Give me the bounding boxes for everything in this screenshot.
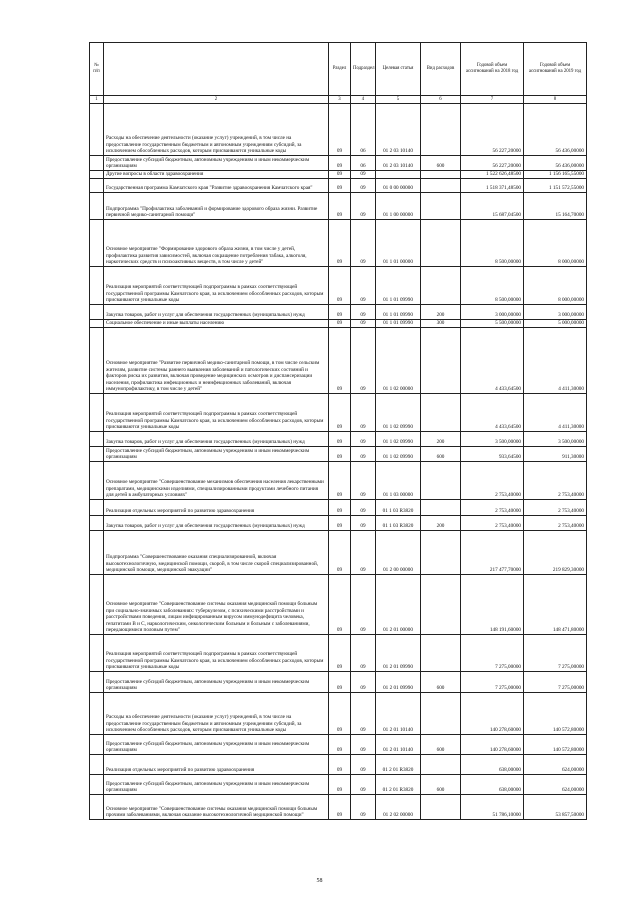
row-target-article-cell: 01 2 03 10140 [376, 156, 421, 171]
row-number-cell [90, 305, 104, 320]
row-name-cell: Предоставление субсидий бюджетным, автономным учреждениям и иным некоммерческим организациям [104, 156, 329, 171]
row-expense-type-cell [421, 462, 461, 500]
row-expense-type-cell [421, 635, 461, 672]
row-volume-2018-cell: 5 500,00000 [461, 320, 524, 328]
row-volume-2019-cell: 2 753,40000 [524, 516, 587, 531]
column-number: 8 [524, 96, 587, 104]
row-volume-2019-cell: 8 000,00000 [524, 267, 587, 305]
row-volume-2018-cell: 933,64500 [461, 447, 524, 462]
row-volume-2019-cell: 140 572,80000 [524, 735, 587, 755]
row-volume-2019-cell: 219 829,30000 [524, 531, 587, 575]
row-razdel-cell: 09 [329, 795, 351, 820]
table-row [90, 156, 587, 171]
row-podrazdel-cell: 09 [351, 394, 376, 432]
row-target-article-cell: 01 1 01 09990 [376, 305, 421, 320]
row-expense-type-cell [421, 795, 461, 820]
row-target-article-cell: 01 1 01 00000 [376, 220, 421, 267]
row-razdel-cell: 09 [329, 267, 351, 305]
row-razdel-cell: 09 [329, 193, 351, 220]
row-podrazdel-cell: 09 [351, 531, 376, 575]
row-name-cell: Предоставление субсидий бюджетным, автономным учреждениям и иным некоммерческим организациям [104, 447, 329, 462]
row-volume-2018-cell: 8 500,00000 [461, 267, 524, 305]
row-volume-2018-cell: 638,00000 [461, 755, 524, 775]
table-row [90, 795, 587, 820]
row-podrazdel-cell: 09 [351, 193, 376, 220]
row-podrazdel-cell: 09 [351, 775, 376, 795]
row-razdel-cell: 09 [329, 500, 351, 516]
row-expense-type-cell: 300 [421, 320, 461, 328]
row-number-cell [90, 328, 104, 394]
row-target-article-cell: 01 2 02 00000 [376, 795, 421, 820]
header-number: № п/п [90, 43, 104, 96]
column-number: 1 [90, 96, 104, 104]
row-number-cell [90, 635, 104, 672]
table-row [90, 447, 587, 462]
row-target-article-cell: 01 1 01 09990 [376, 320, 421, 328]
row-razdel-cell: 09 [329, 156, 351, 171]
row-volume-2019-cell: 56 436,00000 [524, 156, 587, 171]
row-volume-2019-cell: 1 151 572,55000 [524, 179, 587, 193]
table-row [90, 104, 587, 156]
row-name-cell: Реализация мероприятий соответствующей подпрограммы в рамках соответствующей государственной программы Камчатского края, за исключением обособленных расходов, которым присваиваются уникальные коды [104, 267, 329, 305]
row-razdel-cell: 09 [329, 179, 351, 193]
row-expense-type-cell [421, 531, 461, 575]
row-volume-2018-cell: 15 687,04500 [461, 193, 524, 220]
row-name-cell: Основное мероприятие "Совершенствование системы оказания медицинской помощи больным при социально-значимых заболеваниях: туберкулезом, с психическими расстройствами и расстройствами поведения, лицам инфицированным вирусом иммунодефицита человека, гепатитами В и С, наркологическим, онкологическим больным и больным с заболеваниями, передающимися половым путем" [104, 575, 329, 635]
header-razdel: Раздел [329, 43, 351, 96]
table-row [90, 735, 587, 755]
row-volume-2019-cell: 911,30000 [524, 447, 587, 462]
row-name-cell: Расходы на обеспечение деятельности (оказание услуг) учреждений, в том числе на предоставление государственным бюджетным и автономным учреждениям субсидий, за исключением обособленных расходов, которым присваиваются уникальные коды [104, 693, 329, 735]
row-name-cell: Основное мероприятие "Формирование здорового образа жизни, в том числе у детей, профилактика развития зависимостей, включая сокращение потребления табака, алкоголя, наркотических средств и психоактивных веществ, в том числе у детей" [104, 220, 329, 267]
table-row [90, 693, 587, 735]
row-name-cell: Основное мероприятие "Совершенствование системы оказания медицинской помощи больным прочими заболеваниями, включая оказание высокотехнологичной медицинской помощи" [104, 795, 329, 820]
row-name-cell: Предоставление субсидий бюджетным, автономным учреждениям и иным некоммерческим организациям [104, 775, 329, 795]
table-header-row [90, 43, 587, 96]
row-razdel-cell: 09 [329, 320, 351, 328]
row-expense-type-cell: 600 [421, 735, 461, 755]
row-name-cell: Закупка товаров, работ и услуг для обеспечения государственных (муниципальных) нужд [104, 516, 329, 531]
row-number-cell [90, 795, 104, 820]
row-number-cell [90, 462, 104, 500]
row-name-cell: Реализация отдельных мероприятий по развитию здравоохранения [104, 755, 329, 775]
row-volume-2019-cell: 7 275,00000 [524, 672, 587, 693]
row-target-article-cell: 01 2 01 00000 [376, 575, 421, 635]
row-razdel-cell: 09 [329, 775, 351, 795]
row-target-article-cell: 01 1 03 00000 [376, 462, 421, 500]
row-number-cell [90, 735, 104, 755]
table-row [90, 500, 587, 516]
row-volume-2018-cell: 140 278,60000 [461, 693, 524, 735]
row-razdel-cell: 09 [329, 693, 351, 735]
row-podrazdel-cell: 09 [351, 447, 376, 462]
row-name-cell: Расходы на обеспечение деятельности (оказание услуг) учреждений, в том числе на предоставление государственным бюджетным и автономным учреждениям субсидий, за исключением обособленных расходов, которым присваиваются уникальные коды [104, 104, 329, 156]
row-expense-type-cell: 600 [421, 156, 461, 171]
row-razdel-cell: 09 [329, 104, 351, 156]
column-number: 2 [104, 96, 329, 104]
row-expense-type-cell [421, 220, 461, 267]
table-row [90, 672, 587, 693]
row-target-article-cell [376, 171, 421, 179]
row-volume-2019-cell: 140 572,80000 [524, 693, 587, 735]
row-podrazdel-cell: 09 [351, 755, 376, 775]
row-razdel-cell: 09 [329, 432, 351, 447]
table-row [90, 267, 587, 305]
row-target-article-cell: 01 2 01 R3820 [376, 755, 421, 775]
row-target-article-cell: 01 2 01 09990 [376, 672, 421, 693]
row-podrazdel-cell: 09 [351, 795, 376, 820]
row-podrazdel-cell: 09 [351, 179, 376, 193]
row-volume-2018-cell: 4 433,64500 [461, 328, 524, 394]
header-name [104, 43, 329, 96]
row-target-article-cell: 01 2 01 10140 [376, 693, 421, 735]
row-volume-2018-cell: 2 753,40000 [461, 500, 524, 516]
row-target-article-cell: 01 1 03 R3820 [376, 516, 421, 531]
row-volume-2018-cell: 3 000,00000 [461, 305, 524, 320]
row-name-cell: Государственная программа Камчатского края "Развитие здравоохранения Камчатского края" [104, 179, 329, 193]
row-name-cell: Подпрограмма "Профилактика заболеваний и формирование здорового образа жизни. Развитие первичной медико-санитарной помощи" [104, 193, 329, 220]
row-volume-2019-cell: 3 000,00000 [524, 305, 587, 320]
row-podrazdel-cell: 09 [351, 500, 376, 516]
row-number-cell [90, 104, 104, 156]
row-expense-type-cell [421, 575, 461, 635]
row-volume-2019-cell: 5 000,00000 [524, 320, 587, 328]
row-name-cell: Предоставление субсидий бюджетным, автономным учреждениям и иным некоммерческим организациям [104, 735, 329, 755]
header-podrazdel: Подраздел [351, 43, 376, 96]
table-row [90, 320, 587, 328]
row-expense-type-cell [421, 193, 461, 220]
row-volume-2019-cell: 1 156 165,55000 [524, 171, 587, 179]
row-volume-2018-cell: 638,00000 [461, 775, 524, 795]
header-volume-2019: Годовой объем ассигнований на 2019 год [524, 43, 587, 96]
row-podrazdel-cell: 09 [351, 735, 376, 755]
table-row [90, 462, 587, 500]
row-expense-type-cell: 600 [421, 672, 461, 693]
row-number-cell [90, 693, 104, 735]
row-razdel-cell: 09 [329, 171, 351, 179]
row-podrazdel-cell: 09 [351, 305, 376, 320]
row-name-cell: Другие вопросы в области здравоохранения [104, 171, 329, 179]
row-volume-2018-cell: 8 500,00000 [461, 220, 524, 267]
table-row [90, 575, 587, 635]
column-number: 5 [376, 96, 421, 104]
row-number-cell [90, 220, 104, 267]
row-target-article-cell: 01 2 01 R3820 [376, 775, 421, 795]
row-volume-2018-cell: 3 500,00000 [461, 432, 524, 447]
table-row [90, 193, 587, 220]
row-podrazdel-cell: 06 [351, 156, 376, 171]
table-row [90, 171, 587, 179]
column-number-row [90, 96, 587, 104]
row-podrazdel-cell: 09 [351, 320, 376, 328]
row-expense-type-cell [421, 179, 461, 193]
row-number-cell [90, 171, 104, 179]
row-target-article-cell: 01 1 02 09990 [376, 394, 421, 432]
row-name-cell: Закупка товаров, работ и услуг для обеспечения государственных (муниципальных) нужд [104, 305, 329, 320]
row-expense-type-cell [421, 104, 461, 156]
row-volume-2018-cell: 1 518 371,48500 [461, 179, 524, 193]
row-razdel-cell: 09 [329, 575, 351, 635]
row-number-cell [90, 516, 104, 531]
header-volume-2018: Годовой объем ассигнований на 2018 год [461, 43, 524, 96]
row-number-cell [90, 672, 104, 693]
row-volume-2018-cell: 7 275,00000 [461, 635, 524, 672]
row-number-cell [90, 320, 104, 328]
row-number-cell [90, 575, 104, 635]
row-razdel-cell: 09 [329, 328, 351, 394]
table-row [90, 394, 587, 432]
row-volume-2019-cell: 4 411,30000 [524, 328, 587, 394]
row-target-article-cell: 01 2 01 09990 [376, 635, 421, 672]
row-volume-2018-cell: 1 522 626,48500 [461, 171, 524, 179]
row-name-cell: Закупка товаров, работ и услуг для обеспечения государственных (муниципальных) нужд [104, 432, 329, 447]
row-razdel-cell: 09 [329, 755, 351, 775]
row-razdel-cell: 09 [329, 635, 351, 672]
row-target-article-cell: 01 1 01 09990 [376, 267, 421, 305]
row-name-cell: Основное мероприятие "Развитие первичной медико-санитарной помощи, в том числе сельским жителям, развитие системы раннего выявления заболеваний и патологических состояний и факторов риска их развития, включая проведение медицинских осмотров и диспансеризации населения, профилактика инфекционных и неинфекционных заболеваний, включая иммунопрофилактику, в том числе у детей" [104, 328, 329, 394]
row-volume-2019-cell: 15 164,70000 [524, 193, 587, 220]
row-number-cell [90, 775, 104, 795]
row-target-article-cell: 01 1 02 00000 [376, 328, 421, 394]
row-volume-2018-cell: 56 227,20000 [461, 156, 524, 171]
row-razdel-cell: 09 [329, 531, 351, 575]
row-number-cell [90, 193, 104, 220]
row-number-cell [90, 156, 104, 171]
row-podrazdel-cell: 09 [351, 432, 376, 447]
row-razdel-cell: 09 [329, 394, 351, 432]
header-expense-type: Вид расходов [421, 43, 461, 96]
row-volume-2018-cell: 51 786,10000 [461, 795, 524, 820]
row-volume-2019-cell: 7 275,00000 [524, 635, 587, 672]
column-number: 6 [421, 96, 461, 104]
row-number-cell [90, 432, 104, 447]
row-volume-2019-cell: 8 000,00000 [524, 220, 587, 267]
row-volume-2018-cell: 56 227,20000 [461, 104, 524, 156]
row-podrazdel-cell: 09 [351, 462, 376, 500]
row-name-cell: Предоставление субсидий бюджетным, автономным учреждениям и иным некоммерческим организациям [104, 672, 329, 693]
row-podrazdel-cell: 09 [351, 672, 376, 693]
row-name-cell: Социальное обеспечение и иные выплаты населению [104, 320, 329, 328]
row-number-cell [90, 447, 104, 462]
row-razdel-cell: 09 [329, 516, 351, 531]
row-volume-2018-cell: 140 278,60000 [461, 735, 524, 755]
row-expense-type-cell [421, 693, 461, 735]
row-expense-type-cell: 200 [421, 432, 461, 447]
table-row [90, 635, 587, 672]
row-volume-2019-cell: 3 500,00000 [524, 432, 587, 447]
table-row [90, 179, 587, 193]
row-target-article-cell: 01 1 02 09990 [376, 447, 421, 462]
column-number: 3 [329, 96, 351, 104]
table-row [90, 531, 587, 575]
row-target-article-cell: 01 2 00 00000 [376, 531, 421, 575]
row-razdel-cell: 09 [329, 672, 351, 693]
row-volume-2018-cell: 4 433,64500 [461, 394, 524, 432]
row-podrazdel-cell: 09 [351, 693, 376, 735]
table-row [90, 755, 587, 775]
table-row [90, 432, 587, 447]
row-volume-2019-cell: 2 753,40000 [524, 500, 587, 516]
row-podrazdel-cell: 06 [351, 104, 376, 156]
row-podrazdel-cell: 09 [351, 267, 376, 305]
row-podrazdel-cell: 09 [351, 171, 376, 179]
row-razdel-cell: 09 [329, 735, 351, 755]
row-target-article-cell: 01 0 00 00000 [376, 179, 421, 193]
header-target-article: Целевая статья [376, 43, 421, 96]
row-number-cell [90, 179, 104, 193]
budget-table [89, 42, 587, 820]
row-target-article-cell: 01 2 03 10140 [376, 104, 421, 156]
row-volume-2019-cell: 4 411,30000 [524, 394, 587, 432]
table-row [90, 775, 587, 795]
row-number-cell [90, 531, 104, 575]
page-number: 58 [316, 878, 323, 884]
row-volume-2018-cell: 2 753,40000 [461, 462, 524, 500]
row-expense-type-cell [421, 267, 461, 305]
row-volume-2019-cell: 56 436,00000 [524, 104, 587, 156]
row-number-cell [90, 500, 104, 516]
row-podrazdel-cell: 09 [351, 575, 376, 635]
row-volume-2019-cell: 148 471,80000 [524, 575, 587, 635]
row-expense-type-cell: 200 [421, 305, 461, 320]
row-expense-type-cell [421, 328, 461, 394]
column-number: 4 [351, 96, 376, 104]
column-number: 7 [461, 96, 524, 104]
row-number-cell [90, 267, 104, 305]
row-volume-2018-cell: 217 477,70000 [461, 531, 524, 575]
table-body [90, 104, 587, 820]
row-expense-type-cell: 200 [421, 516, 461, 531]
row-target-article-cell: 01 1 00 00000 [376, 193, 421, 220]
row-expense-type-cell [421, 171, 461, 179]
row-target-article-cell: 01 2 01 10140 [376, 735, 421, 755]
row-number-cell [90, 394, 104, 432]
row-volume-2018-cell: 2 753,40000 [461, 516, 524, 531]
table-row [90, 305, 587, 320]
row-volume-2018-cell: 7 275,00000 [461, 672, 524, 693]
row-podrazdel-cell: 09 [351, 635, 376, 672]
row-podrazdel-cell: 09 [351, 516, 376, 531]
row-volume-2019-cell: 2 753,40000 [524, 462, 587, 500]
row-volume-2019-cell: 624,00000 [524, 775, 587, 795]
row-podrazdel-cell: 09 [351, 220, 376, 267]
table-row [90, 516, 587, 531]
row-volume-2019-cell: 624,00000 [524, 755, 587, 775]
row-razdel-cell: 09 [329, 447, 351, 462]
row-razdel-cell: 09 [329, 220, 351, 267]
row-name-cell: Реализация мероприятий соответствующей подпрограммы в рамках соответствующей государственной программы Камчатского края, за исключением обособленных расходов, которым присваиваются уникальные коды [104, 394, 329, 432]
row-expense-type-cell [421, 755, 461, 775]
row-volume-2018-cell: 148 191,60000 [461, 575, 524, 635]
row-name-cell: Основное мероприятие "Совершенствование механизмов обеспечения населения лекарственными препаратами, медицинскими изделиями, специализированными продуктами лечебного питания для детей в амбулаторных условиях" [104, 462, 329, 500]
row-expense-type-cell [421, 500, 461, 516]
row-name-cell: Реализация отдельных мероприятий по развитию здравоохранения [104, 500, 329, 516]
row-name-cell: Реализация мероприятий соответствующей подпрограммы в рамках соответствующей государственной программы Камчатского края, за исключением обособленных расходов, которым присваиваются уникальные коды [104, 635, 329, 672]
row-target-article-cell: 01 1 03 R3820 [376, 500, 421, 516]
row-razdel-cell: 09 [329, 462, 351, 500]
row-name-cell: Подпрограмма "Совершенствование оказания специализированной, включая высокотехнологичную, медицинской помощи, скорой, в том числе скорой специализированной, медицинской помощи, медицинской эвакуации" [104, 531, 329, 575]
row-expense-type-cell: 600 [421, 775, 461, 795]
row-expense-type-cell [421, 394, 461, 432]
row-target-article-cell: 01 1 02 09990 [376, 432, 421, 447]
row-number-cell [90, 755, 104, 775]
table-row [90, 220, 587, 267]
row-podrazdel-cell: 09 [351, 328, 376, 394]
row-expense-type-cell: 600 [421, 447, 461, 462]
row-razdel-cell: 09 [329, 305, 351, 320]
table-row [90, 328, 587, 394]
row-volume-2019-cell: 53 857,50000 [524, 795, 587, 820]
